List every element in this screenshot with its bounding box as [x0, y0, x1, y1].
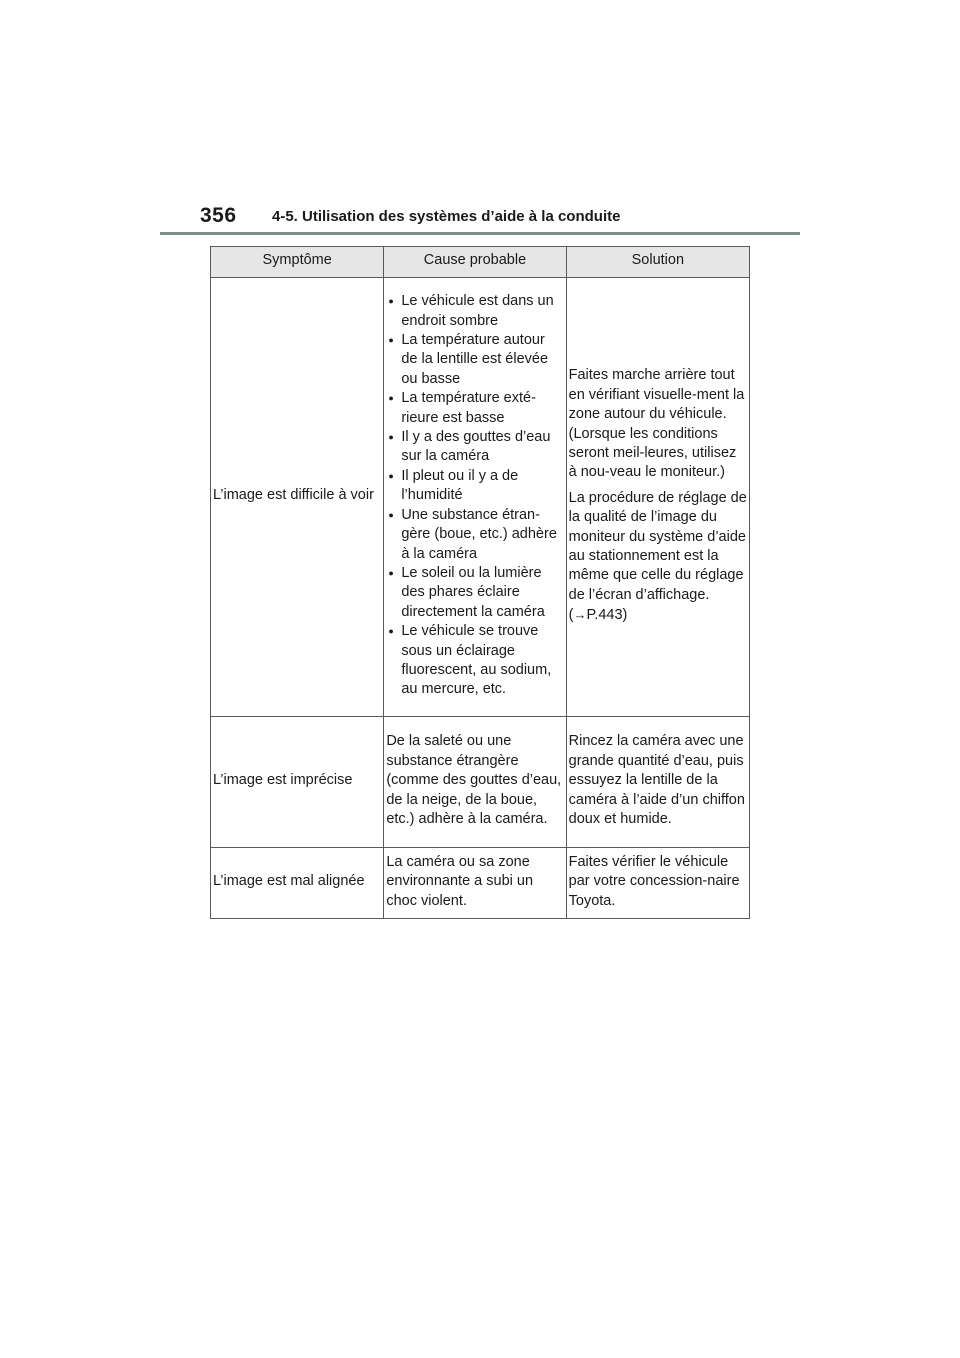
solution-paragraph-text: La procédure de réglage de la qualité de l’image du moniteur du système d’aide au stationnement est la même que celle du réglage de l’écran d’affichage. (: [568, 489, 747, 624]
table-row: [211, 278, 750, 717]
cause-list: [386, 292, 563, 700]
symptom-cell: L’image est difficile à voir: [211, 278, 384, 717]
table-row: [211, 848, 750, 919]
header-divider: [160, 232, 800, 235]
cause-list-item: ● Le véhicule se trouve sous un éclairage fluorescent, au sodium, au mercure, etc.: [386, 622, 563, 700]
arrow-right-icon: →: [573, 607, 587, 623]
column-header-symptom: Symptôme: [211, 247, 384, 278]
cause-list-item: ● Le véhicule est dans un endroit sombre: [386, 292, 563, 331]
cause-list-item: ● Il y a des gouttes d’eau sur la caméra: [386, 428, 563, 467]
page-number: 356: [200, 204, 237, 227]
table-header-row: [211, 247, 750, 278]
page-reference: P.443): [586, 607, 628, 624]
cause-list-item: ● La température autour de la lentille est élevée ou basse: [386, 331, 563, 389]
table-row: [211, 717, 750, 848]
solution-cell: Rincez la caméra avec une grande quantité d’eau, puis essuyez la lentille de la caméra à l’aide d’un chiffon doux et humide.: [566, 717, 749, 848]
column-header-solution: Solution: [566, 247, 749, 278]
solution-cell: Faites vérifier le véhicule par votre concession-naire Toyota.: [566, 848, 749, 919]
cause-cell: La caméra ou sa zone environnante a subi un choc violent.: [384, 848, 566, 919]
cause-list-item: ● La température exté-rieure est basse: [386, 389, 563, 428]
solution-paragraph-with-reference: [569, 489, 747, 626]
symptom-cell: L’image est imprécise: [211, 717, 384, 848]
cause-list-item: ● Une substance étran-gère (boue, etc.) adhère à la caméra: [386, 506, 563, 564]
troubleshooting-table: [210, 246, 750, 919]
column-header-cause: Cause probable: [384, 247, 566, 278]
solution-cell: [566, 278, 749, 717]
cause-list-item: ● Il pleut ou il y a de l’humidité: [386, 467, 563, 506]
cause-cell: [384, 278, 566, 717]
solution-paragraph: Faites marche arrière tout en vérifiant visuelle-ment la zone autour du véhicule. (Lorsque les conditions seront meil-leures, utilisez à nou-veau le moniteur.): [568, 367, 745, 481]
cause-list-item: ● Le soleil ou la lumière des phares éclaire directement la caméra: [386, 564, 563, 622]
section-title: 4-5. Utilisation des systèmes d’aide à la conduite: [272, 208, 621, 225]
cause-cell: De la saleté ou une substance étrangère (comme des gouttes d’eau, de la neige, de la boue, etc.) adhère à la caméra.: [384, 717, 566, 848]
symptom-cell: L’image est mal alignée: [211, 848, 384, 919]
